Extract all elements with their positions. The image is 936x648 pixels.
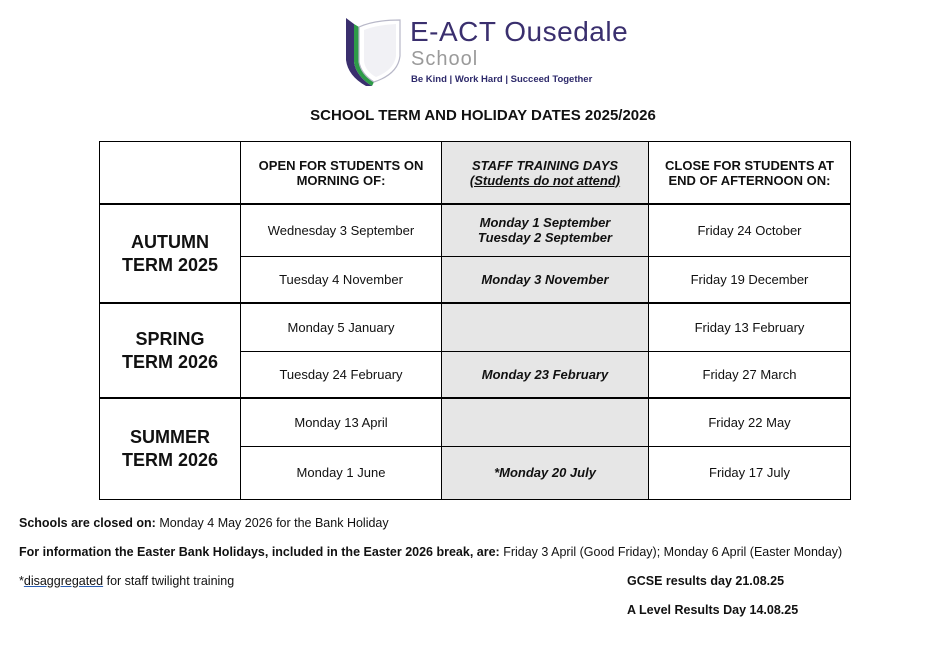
term-line-1: SPRING — [135, 328, 205, 349]
twilight-text: for staff twilight training — [106, 574, 235, 588]
staff-training-cell: Monday 23 February — [442, 351, 649, 398]
table-row — [100, 204, 851, 256]
close-date: Friday 19 December — [649, 256, 851, 303]
easter-value: Friday 3 April (Good Friday); Monday 6 April (Easter Monday) — [503, 545, 843, 559]
disaggregated-note — [19, 574, 234, 588]
header-open: OPEN FOR STUDENTS ON MORNING OF: — [241, 142, 442, 205]
staff-training-cell: *Monday 20 July — [442, 446, 649, 499]
term-line-1: AUTUMN — [131, 231, 209, 252]
logo-tagline: Be Kind | Work Hard | Succeed Together — [411, 74, 593, 85]
close-date: Friday 24 October — [649, 204, 851, 256]
table-row — [100, 303, 851, 351]
term-label-summer — [100, 398, 241, 499]
open-date: Monday 1 June — [241, 446, 442, 499]
closed-value: Monday 4 May 2026 for the Bank Holiday — [159, 516, 389, 530]
gcse-results: GCSE results day 21.08.25 — [627, 574, 785, 588]
open-date: Monday 13 April — [241, 398, 442, 446]
close-date: Friday 17 July — [649, 446, 851, 499]
staff-day: Monday 1 September — [479, 215, 611, 231]
page-title: SCHOOL TERM AND HOLIDAY DATES 2025/2026 — [310, 107, 656, 124]
term-label-spring — [100, 303, 241, 398]
term-line-2: TERM 2026 — [121, 449, 219, 470]
open-date: Monday 5 January — [241, 303, 442, 351]
staff-training-cell — [442, 398, 649, 446]
staff-training-cell: Monday 3 November — [442, 256, 649, 303]
easter-label: For information the Easter Bank Holidays, included in the Easter 2026 break, are: — [19, 545, 500, 559]
table-header-row — [100, 142, 851, 205]
asterisk: * — [19, 574, 24, 588]
staff-day-2: Tuesday 2 September — [477, 230, 613, 246]
term-label-autumn — [100, 204, 241, 303]
shield-logo-icon — [344, 16, 402, 88]
school-logo — [344, 16, 634, 88]
alevel-results: A Level Results Day 14.08.25 — [627, 603, 799, 617]
staff-training-cell — [442, 303, 649, 351]
disaggregated-word: disaggregated — [23, 574, 104, 588]
header-staff-label: STAFF TRAINING DAYS — [471, 157, 619, 173]
table-row — [100, 398, 851, 446]
close-date: Friday 27 March — [649, 351, 851, 398]
open-date: Wednesday 3 September — [241, 204, 442, 256]
term-line-2: TERM 2026 — [121, 351, 219, 372]
header-staff — [442, 142, 649, 205]
header-staff-note: (Students do not attend) — [469, 172, 621, 188]
staff-training-cell — [442, 204, 649, 256]
header-empty-cell — [100, 142, 241, 205]
easter-note — [19, 545, 842, 559]
term-dates-table — [99, 141, 851, 500]
closed-note — [19, 516, 389, 530]
open-date: Tuesday 4 November — [241, 256, 442, 303]
term-line-2: TERM 2025 — [121, 254, 219, 275]
header-close: CLOSE FOR STUDENTS AT END OF AFTERNOON ON: — [649, 142, 851, 205]
close-date: Friday 22 May — [649, 398, 851, 446]
logo-school-sub: School — [411, 48, 479, 70]
term-line-1: SUMMER — [130, 426, 210, 447]
close-date: Friday 13 February — [649, 303, 851, 351]
open-date: Tuesday 24 February — [241, 351, 442, 398]
logo-school-name: E-ACT Ousedale — [410, 16, 629, 47]
closed-label: Schools are closed on: — [19, 516, 156, 530]
